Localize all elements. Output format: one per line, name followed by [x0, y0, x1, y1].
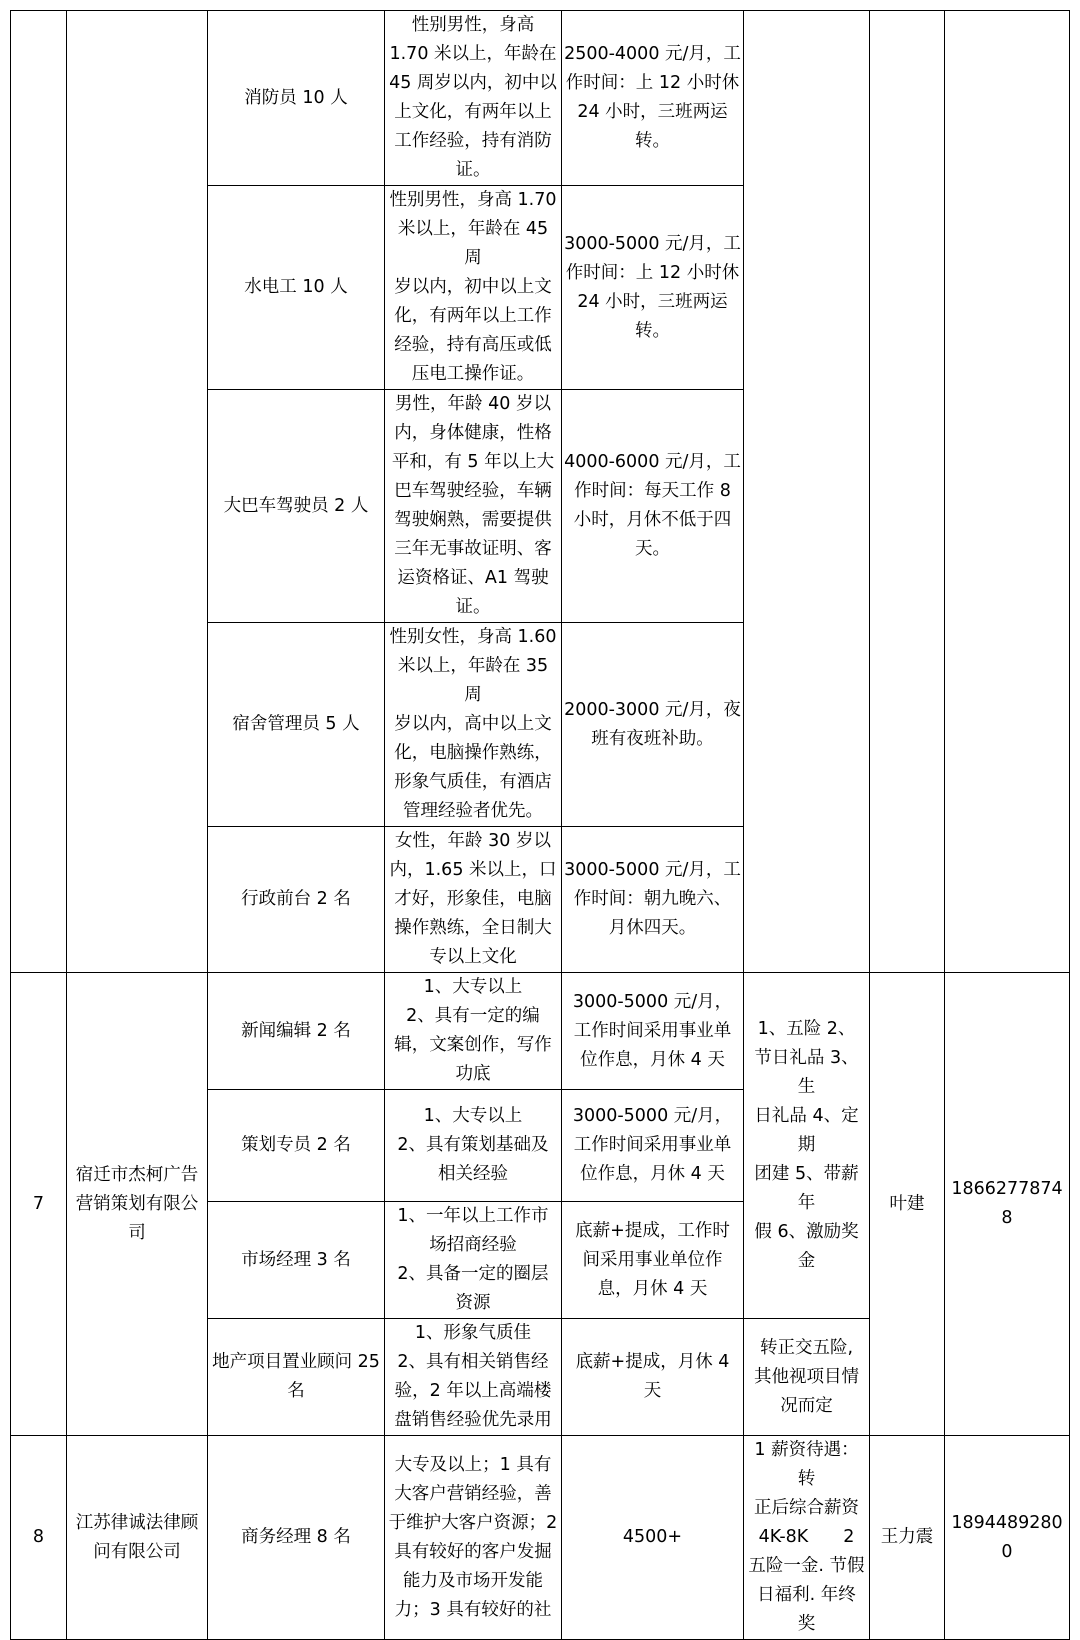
requirements-cell: 性别男性，身高 1.70 米以上，年龄在 45 周 岁以内，初中以上文 化，有两年以上工作 经验，持有高压或低 压电工操作证。 — [385, 186, 562, 390]
table-row — [11, 1436, 1070, 1640]
company-name-cell — [67, 11, 208, 973]
salary-cell: 2000-3000 元/月，夜 班有夜班补助。 — [562, 623, 744, 827]
benefits-cell: 1 薪资待遇：转 正后综合薪资 4K-8K 2 五险一金. 节假 日福利. 年终 奖 — [744, 1436, 870, 1640]
salary-cell: 3000-5000 元/月，工 作时间：朝九晚六、 月休四天。 — [562, 827, 744, 973]
company-index-cell — [11, 11, 67, 973]
company-index-cell: 8 — [11, 1436, 67, 1640]
position-cell: 商务经理 8 名 — [208, 1436, 385, 1640]
requirements-cell: 1、形象气质佳 2、具有相关销售经 验，2 年以上高端楼 盘销售经验优先录用 — [385, 1319, 562, 1436]
position-cell: 市场经理 3 名 — [208, 1202, 385, 1319]
benefits-cell — [744, 11, 870, 973]
company-name-cell: 宿迁市杰柯广告 营销策划有限公 司 — [67, 973, 208, 1436]
requirements-cell: 女性，年龄 30 岁以 内，1.65 米以上，口 才好，形象佳，电脑 操作熟练，全日制大 专以上文化 — [385, 827, 562, 973]
table-row — [11, 11, 1070, 186]
salary-cell: 3000-5000 元/月， 工作时间采用事业单 位作息，月休 4 天 — [562, 1090, 744, 1202]
position-cell: 策划专员 2 名 — [208, 1090, 385, 1202]
position-cell: 地产项目置业顾问 25 名 — [208, 1319, 385, 1436]
contact-cell — [870, 11, 945, 973]
contact-cell: 叶建 — [870, 973, 945, 1436]
recruitment-table — [10, 10, 1070, 1640]
benefits-cell: 1、五险 2、 节日礼品 3、生 日礼品 4、定期 团建 5、带薪年 假 6、激励奖 金 — [744, 973, 870, 1319]
requirements-cell: 性别男性，身高 1.70 米以上，年龄在 45 周岁以内，初中以 上文化，有两年以上 工作经验，持有消防 证。 — [385, 11, 562, 186]
salary-cell: 底薪+提成，月休 4 天 — [562, 1319, 744, 1436]
table-row — [11, 973, 1070, 1090]
benefits-cell: 转正交五险, 其他视项目情 况而定 — [744, 1319, 870, 1436]
position-cell: 宿舍管理员 5 人 — [208, 623, 385, 827]
position-cell: 新闻编辑 2 名 — [208, 973, 385, 1090]
requirements-cell: 男性，年龄 40 岁以 内，身体健康，性格 平和，有 5 年以上大 巴车驾驶经验，车辆 驾驶娴熟，需要提供 三年无事故证明、客 运资格证、A1 驾驶证。 — [385, 390, 562, 623]
requirements-cell: 1、一年以上工作市 场招商经验 2、具备一定的圈层 资源 — [385, 1202, 562, 1319]
requirements-cell: 1、大专以上 2、具有策划基础及 相关经验 — [385, 1090, 562, 1202]
salary-cell: 2500-4000 元/月，工 作时间：上 12 小时休 24 小时，三班两运转。 — [562, 11, 744, 186]
company-name-cell: 江苏律诚法律顾 问有限公司 — [67, 1436, 208, 1640]
contact-cell: 王力震 — [870, 1436, 945, 1640]
company-index-cell: 7 — [11, 973, 67, 1436]
requirements-cell: 1、大专以上 2、具有一定的编 辑，文案创作，写作 功底 — [385, 973, 562, 1090]
position-cell: 消防员 10 人 — [208, 11, 385, 186]
position-cell: 水电工 10 人 — [208, 186, 385, 390]
phone-cell: 18944892800 — [945, 1436, 1070, 1640]
salary-cell: 底薪+提成，工作时 间采用事业单位作 息，月休 4 天 — [562, 1202, 744, 1319]
salary-cell: 4500+ — [562, 1436, 744, 1640]
phone-cell — [945, 11, 1070, 973]
position-cell: 大巴车驾驶员 2 人 — [208, 390, 385, 623]
salary-cell: 4000-6000 元/月，工 作时间：每天工作 8 小时，月休不低于四 天。 — [562, 390, 744, 623]
phone-cell: 18662778748 — [945, 973, 1070, 1436]
requirements-cell: 性别女性，身高 1.60 米以上，年龄在 35 周 岁以内，高中以上文 化，电脑操作熟练， 形象气质佳，有酒店 管理经验者优先。 — [385, 623, 562, 827]
requirements-cell: 大专及以上；1 具有 大客户营销经验，善 于维护大客户资源；2 具有较好的客户发掘 能力及市场开发能 力；3 具有较好的社 — [385, 1436, 562, 1640]
salary-cell: 3000-5000 元/月，工 作时间：上 12 小时休 24 小时，三班两运转。 — [562, 186, 744, 390]
position-cell: 行政前台 2 名 — [208, 827, 385, 973]
salary-cell: 3000-5000 元/月， 工作时间采用事业单 位作息，月休 4 天 — [562, 973, 744, 1090]
